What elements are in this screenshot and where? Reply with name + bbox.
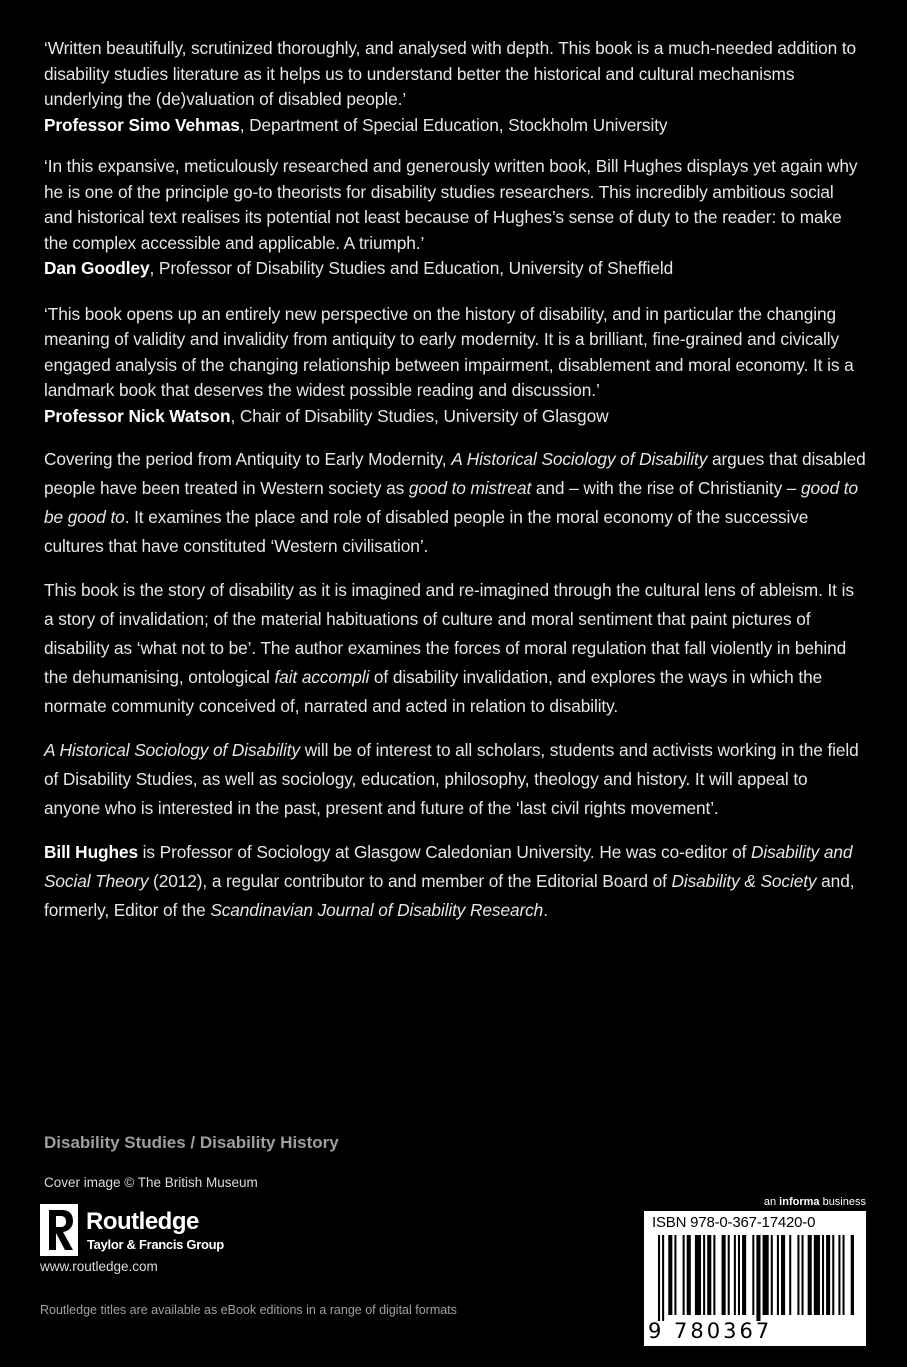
text-run: argues that disabled people have been treated in Western society as [44, 449, 866, 498]
description-paragraph-3 [44, 736, 866, 823]
review-attribution [44, 404, 866, 430]
subject-category: Disability Studies / Disability History [44, 1133, 339, 1152]
barcode-bar [797, 1235, 799, 1315]
barcode-bar [756, 1235, 760, 1321]
reviewer-affiliation: , Department of Special Education, Stockholm University [239, 114, 668, 135]
italic-phrase: good to be good to [44, 478, 858, 527]
text-run: will be of interest to all scholars, students and activists working in the field of Disability Studies, as well as sociology, education, philosophy, theology and history. It will appeal to anyone who is interested in the past, present and future of the ‘last civil rights movement’. [44, 740, 859, 818]
text-run: business [819, 1196, 866, 1208]
barcode-bar [789, 1235, 791, 1315]
barcode-bar [734, 1235, 736, 1315]
text-run: . It examines the place and role of disabled people in the moral economy of the successive cultures that have constituted ‘Western civilisation’. [44, 507, 809, 556]
author-bio [44, 838, 866, 925]
back-cover-text [44, 36, 866, 940]
barcode-bar [752, 1235, 754, 1315]
barcode-bar [707, 1235, 711, 1315]
text-run: (2012), a regular contributor to and member of the Editorial Board of [148, 871, 672, 891]
barcode-bar [826, 1235, 830, 1315]
text-run: and, formerly, Editor of the [44, 871, 855, 920]
barcode-bar [742, 1235, 746, 1315]
author-name: Bill Hughes [44, 842, 138, 862]
publisher-logo [40, 1204, 240, 1264]
barcode-bars [658, 1235, 854, 1321]
publisher-website[interactable]: www.routledge.com [40, 1259, 158, 1274]
routledge-r-icon [40, 1204, 78, 1256]
reviewer-name: Dan Goodley [44, 258, 150, 278]
barcode-bar [851, 1235, 854, 1315]
reviewer-name: Professor Nick Watson [44, 405, 231, 426]
book-title-italic: A Historical Sociology of Disability [451, 449, 708, 469]
barcode-bar [703, 1235, 705, 1315]
reviewer-affiliation: , Professor of Disability Studies and Education, University of Sheffield [149, 258, 674, 278]
barcode-bar [777, 1235, 779, 1315]
barcode-bar [687, 1235, 691, 1315]
review-1 [44, 36, 866, 138]
text-run: Covering the period from Antiquity to Early Modernity, [44, 449, 452, 469]
barcode-bar [658, 1235, 660, 1321]
barcode-bar [814, 1235, 820, 1315]
informa-brand: informa [779, 1196, 820, 1208]
italic-phrase: Disability & Society [671, 871, 817, 891]
review-quote: ‘This book opens up an entirely new perspective on the history of disability, and in particular the changing meaning of validity and invalidity from antiquity to early modernity. It is a brilliant, fine-grained and civically engaged analysis of the changing relationship between impairment, disablement and moral economy. It is a landmark book that deserves the widest possible reading and discussion.’ [44, 303, 854, 400]
barcode-bar [662, 1235, 664, 1321]
description-paragraph-2 [44, 576, 866, 721]
barcode-bar [713, 1235, 715, 1315]
text-run: an [763, 1196, 780, 1208]
barcode-bar [843, 1235, 845, 1315]
barcode [644, 1211, 866, 1367]
review-attribution [44, 256, 866, 282]
barcode-bar [722, 1235, 726, 1315]
informa-business-tag [764, 1196, 866, 1208]
book-title-italic: A Historical Sociology of Disability [44, 740, 301, 760]
description-paragraph-1 [44, 445, 866, 561]
publisher-name: Routledge [86, 1208, 199, 1235]
barcode-bar [674, 1235, 676, 1315]
barcode-bar [738, 1235, 740, 1315]
barcode-bar [683, 1235, 685, 1315]
reviewer-name: Professor Simo Vehmas [44, 114, 240, 135]
review-quote: ‘In this expansive, meticulously researched and generously written book, Bill Hughes displays yet again why he is one of the principle go-to theorists for disability studies researchers. This incredibly ambitious social and historical text realises its potential not least because of Hughes’s sense of duty to the reader: to make the complex accessible and applicable. A triumph.’ [44, 156, 858, 253]
barcode-bar [668, 1235, 672, 1315]
text-run: This book is the story of disability as it is imagined and re-imagined through the cultural lens of ableism. It is a story of invalidation; of the material habituations of culture and moral sentiment that paint pictures of disability as ‘what not to be’. The author examines the forces of moral regulation that fall violently in behind the dehumanising, ontological [44, 580, 854, 687]
review-2 [44, 154, 866, 282]
text-run: of disability invalidation, and explores the ways in which the normate community conceived of, narrated and acted in relation to disability. [44, 667, 823, 716]
review-3 [44, 302, 866, 430]
text-run: is Professor of Sociology at Glasgow Caledonian University. He was co-editor of [137, 842, 751, 862]
italic-phrase: Scandinavian Journal of Disability Research [210, 900, 544, 920]
barcode-bar [771, 1235, 773, 1315]
italic-phrase: Disability and Social Theory [44, 842, 853, 891]
barcode-bar [781, 1235, 785, 1315]
barcode-bar [832, 1235, 834, 1315]
italic-phrase: good to mistreat [408, 478, 532, 498]
barcode-bar [822, 1235, 824, 1315]
text-run: and – with the rise of Christianity – [531, 478, 802, 498]
isbn-label: ISBN 978-0-367-17420-0 [652, 1214, 816, 1231]
text-run: . [543, 900, 548, 920]
review-attribution [44, 113, 866, 139]
barcode-bar [695, 1235, 701, 1315]
review-quote: ‘Written beautifully, scrutinized thoroughly, and analysed with depth. This book is a much-needed addition to disability studies literature as it helps us to understand better the historical and cultural mechanisms underlying the (de)valuation of disabled people.’ [44, 38, 857, 109]
reviewer-affiliation: , Chair of Disability Studies, University of Glasgow [230, 405, 609, 426]
barcode-bar [763, 1235, 769, 1315]
italic-phrase: fait accompli [274, 667, 370, 687]
barcode-bar [728, 1235, 730, 1315]
barcode-bar [802, 1235, 804, 1315]
barcode-digits: 9 780367 174200 [648, 1319, 773, 1367]
publisher-group: Taylor & Francis Group [87, 1237, 224, 1252]
barcode-bar [838, 1235, 840, 1315]
ebook-note: Routledge titles are available as eBook editions in a range of digital formats [40, 1303, 457, 1317]
cover-credit: Cover image © The British Museum [44, 1175, 258, 1190]
barcode-bar [808, 1235, 812, 1315]
